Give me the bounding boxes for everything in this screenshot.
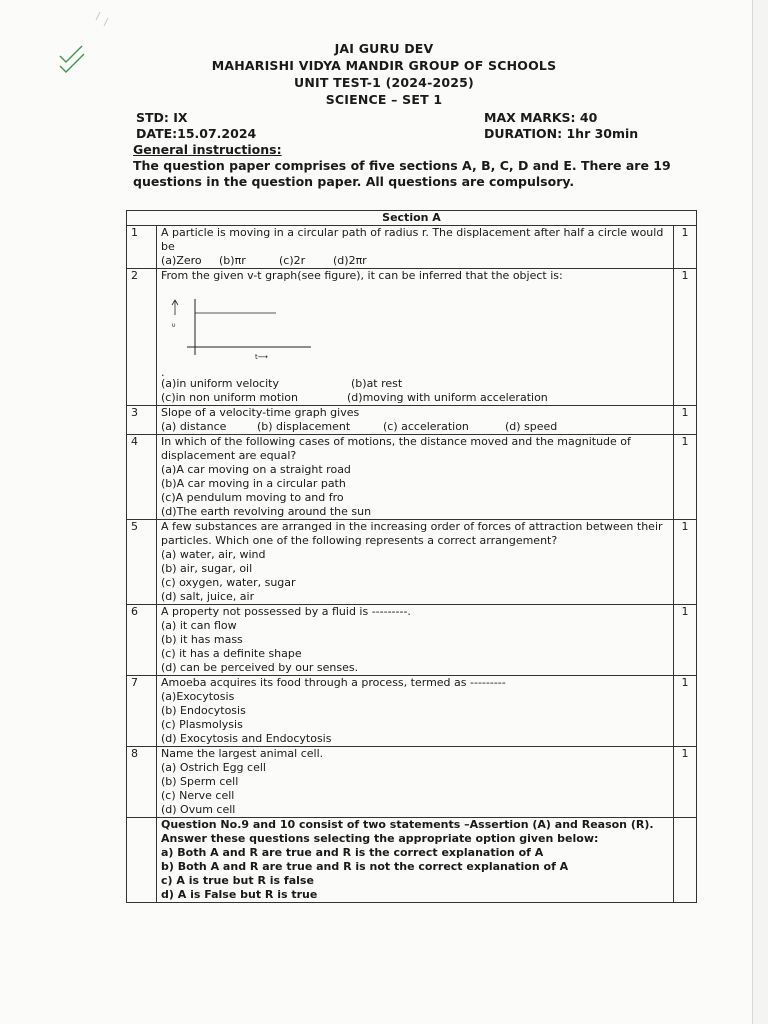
- question-row-1: [127, 226, 697, 269]
- question-body: [157, 520, 674, 605]
- question-row-6: [127, 605, 697, 676]
- options-row: [161, 391, 669, 405]
- option: (d) can be perceived by our senses.: [161, 661, 359, 674]
- date-label: DATE:15.07.2024: [136, 126, 257, 141]
- question-marks: 1: [673, 747, 696, 818]
- option: (d) Ovum cell: [161, 803, 236, 816]
- option: (b) displacement: [257, 420, 351, 433]
- question-number: 7: [127, 676, 157, 747]
- question-body: [157, 226, 674, 269]
- paper-header: [0, 40, 768, 108]
- assertion-reason-row: [127, 818, 697, 903]
- section-a-heading: Section A: [127, 211, 697, 226]
- question-body: [157, 676, 674, 747]
- ar-option: b) Both A and R are true and R is not the correct explanation of A: [161, 860, 569, 873]
- option: (a)in uniform velocity: [161, 377, 279, 390]
- question-marks: 1: [673, 226, 696, 269]
- option: (c) Nerve cell: [161, 789, 235, 802]
- option: (b) Sperm cell: [161, 775, 239, 788]
- option: (a)A car moving on a straight road: [161, 463, 351, 476]
- option: (b)A car moving in a circular path: [161, 477, 346, 490]
- question-number: 3: [127, 406, 157, 435]
- option: (b)πr: [219, 254, 246, 267]
- question-marks: 1: [673, 520, 696, 605]
- option: (a)Zero: [161, 254, 202, 267]
- question-text: Slope of a velocity-time graph gives: [161, 406, 360, 419]
- question-row-4: [127, 435, 697, 520]
- ar-line: Question No.9 and 10 consist of two statements –Assertion (A) and Reason (R).: [161, 818, 654, 831]
- question-marks: 1: [673, 435, 696, 520]
- option: (d) speed: [505, 420, 558, 433]
- ar-option: d) A is False but R is true: [161, 888, 318, 901]
- option: (a) water, air, wind: [161, 548, 266, 561]
- ar-option: c) A is true but R is false: [161, 874, 314, 887]
- option: (c)A pendulum moving to and fro: [161, 491, 344, 504]
- instructions-heading: General instructions:: [133, 142, 282, 157]
- option: (b)at rest: [351, 377, 403, 390]
- question-number: 1: [127, 226, 157, 269]
- option: (d) salt, juice, air: [161, 590, 255, 603]
- option: (c) it has a definite shape: [161, 647, 302, 660]
- question-number: 5: [127, 520, 157, 605]
- option: (b) it has mass: [161, 633, 243, 646]
- question-text: A property not possessed by a fluid is ---------.: [161, 605, 411, 618]
- question-body: [157, 269, 674, 406]
- max-marks-label: MAX MARKS: 40: [484, 110, 598, 125]
- option: (a) Ostrich Egg cell: [161, 761, 266, 774]
- question-body: [157, 605, 674, 676]
- vt-graph: [161, 283, 669, 369]
- question-row-2: [127, 269, 697, 406]
- option: (a) it can flow: [161, 619, 237, 632]
- question-text: From the given v-t graph(see figure), it can be inferred that the object is:: [161, 269, 563, 282]
- option: (c) Plasmolysis: [161, 718, 243, 731]
- option: (d) Exocytosis and Endocytosis: [161, 732, 332, 745]
- question-text: A particle is moving in a circular path of radius r. The displacement after half a circle would be: [161, 226, 664, 253]
- instructions-text: The question paper comprises of five sections A, B, C, D and E. There are 19 questions in the question paper. All questions are compulsory.: [133, 158, 671, 189]
- duration-label: DURATION: 1hr 30min: [484, 126, 639, 141]
- general-instructions: [133, 142, 678, 190]
- option: (d)moving with uniform acceleration: [347, 391, 548, 404]
- x-axis-label: t⟶: [255, 353, 268, 361]
- question-marks: 1: [673, 269, 696, 406]
- question-row-5: [127, 520, 697, 605]
- stray-dot: .: [161, 366, 165, 379]
- option: (c)2r: [279, 254, 306, 267]
- vt-graph-drawing: [161, 289, 361, 375]
- assertion-reason-instructions: [157, 818, 674, 903]
- question-text: Amoeba acquires its food through a process, termed as ---------: [161, 676, 506, 689]
- header-subject: SCIENCE – SET 1: [325, 92, 443, 107]
- question-marks: 1: [673, 676, 696, 747]
- options-row: [161, 420, 669, 434]
- header-line-1: JAI GURU DEV: [334, 41, 434, 56]
- question-body: [157, 435, 674, 520]
- option: (b) air, sugar, oil: [161, 562, 253, 575]
- ar-option: a) Both A and R are true and R is the correct explanation of A: [161, 846, 544, 859]
- option: (d)The earth revolving around the sun: [161, 505, 372, 518]
- section-a-table: [126, 210, 697, 903]
- question-text: A few substances are arranged in the increasing order of forces of attraction between their particles. Which one of the following represents a correct arrangement?: [161, 520, 663, 547]
- question-text: In which of the following cases of motions, the distance moved and the magnitude of displacement are equal?: [161, 435, 631, 462]
- option: (c)in non uniform motion: [161, 391, 298, 404]
- question-number-empty: [127, 818, 157, 903]
- question-text: Name the largest animal cell.: [161, 747, 324, 760]
- y-arrow-icon: [172, 300, 178, 315]
- question-row-8: [127, 747, 697, 818]
- options-row: [161, 377, 669, 391]
- question-number: 6: [127, 605, 157, 676]
- question-row-7: [127, 676, 697, 747]
- option: (a) distance: [161, 420, 227, 433]
- question-number: 8: [127, 747, 157, 818]
- header-test-name: UNIT TEST-1 (2024-2025): [294, 75, 474, 90]
- option: (b) Endocytosis: [161, 704, 246, 717]
- option: (c) oxygen, water, sugar: [161, 576, 296, 589]
- option: (c) acceleration: [383, 420, 469, 433]
- option: (d)2πr: [333, 254, 367, 267]
- y-axis-label: υ: [172, 322, 176, 329]
- options-row: [161, 254, 669, 268]
- option: (a)Exocytosis: [161, 690, 235, 703]
- question-marks: 1: [673, 406, 696, 435]
- question-marks: 1: [673, 605, 696, 676]
- question-number: 2: [127, 269, 157, 406]
- question-body: [157, 747, 674, 818]
- question-row-3: [127, 406, 697, 435]
- question-body: [157, 406, 674, 435]
- ar-line: Answer these questions selecting the appropriate option given below:: [161, 832, 599, 845]
- question-marks-empty: [673, 818, 696, 903]
- std-label: STD: IX: [136, 110, 188, 125]
- header-school-name: MAHARISHI VIDYA MANDIR GROUP OF SCHOOLS: [211, 58, 557, 73]
- question-number: 4: [127, 435, 157, 520]
